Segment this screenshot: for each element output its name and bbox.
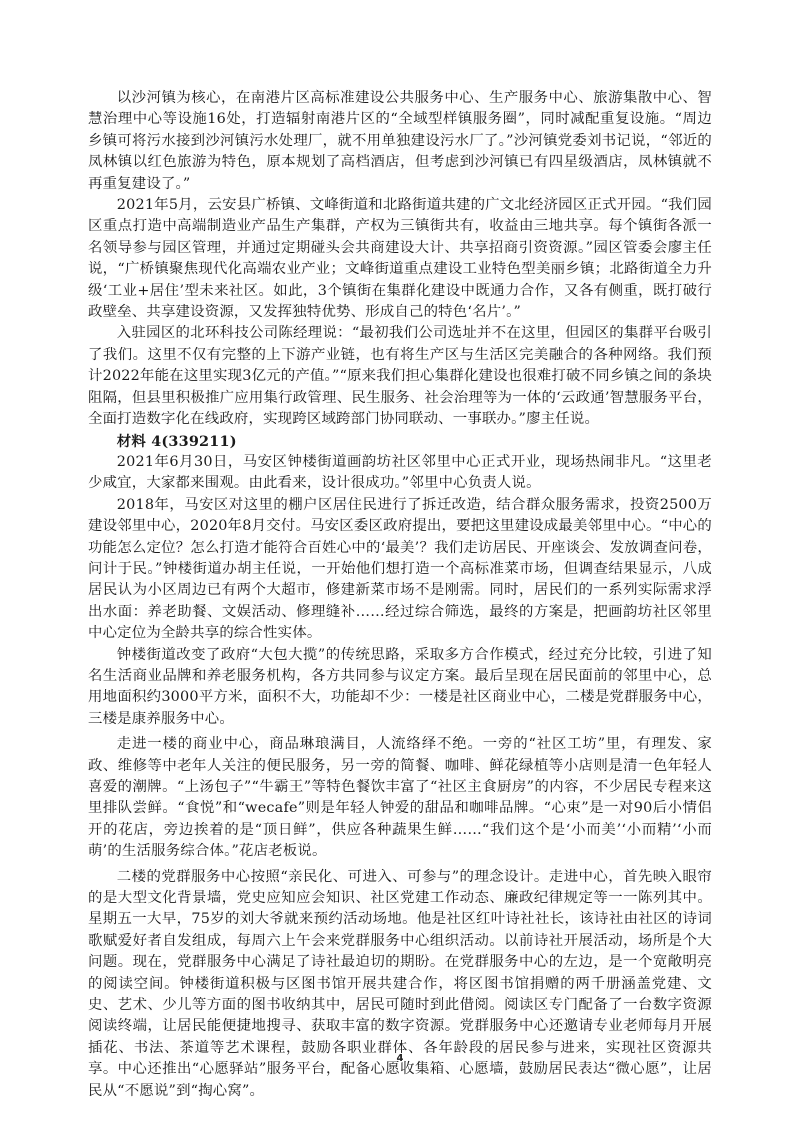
paragraph-1: 以沙河镇为核心，在南港片区高标准建设公共服务中心、生产服务中心、旅游集散中心、智慧治理中心等设施16处，打造辐射南港片区的“全域型样镇服务圈”，同时减配重复设施。“周边乡镇可将污水接到沙河镇污水处理厂，就不用单独建设污水厂了。”沙河镇党委刘书记说，“邻近的凤林镇以红色旅游为特色，原本规划了高档酒店，但考虑到沙河镇已有四星级酒店，凤林镇就不再重复建设了。”	[88, 90, 712, 192]
paragraph-7: 走进一楼的商业中心，商品琳琅满目，人流络绎不绝。一旁的“社区工坊”里，有理发、家政、维修等中老年人关注的便民服务，另一旁的简餐、咖啡、鲜花绿植等小店则是清一色年轻人喜爱的潮牌。“上汤包子”“牛霸王”等特色餐饮丰富了“社区主食厨房”的内容，不少居民专程来这里排队尝鲜。“食悦”和“wecafe”则是年轻人钟爱的甜品和咖啡品牌。“心束”是一对90后小情侣开的花店，旁边挨着的是“顶日鲜”，供应各种蔬果生鲜……“我们这个是‘小而美’‘小而精’‘小而萌’的生活服务综合体。”花店老板说。	[88, 736, 712, 860]
paragraph-5: 2018年，马安区对这里的棚户区居住民进行了拆迁改造，结合群众服务需求，投资2500万建设邻里中心，2020年8月交付。马安区委区政府提出，要把这里建设成最美邻里中心。“中心的功能怎么定位？怎么打造才能符合百姓心中的‘最美’？我们走访居民、开座谈会、发放调查问卷，问计于民。”钟楼街道办胡主任说，一开始他们想打造一个高标准菜市场，但调查结果显示，八成居民认为小区周边已有两个大超市，修建新菜市场不是刚需。同时，居民们的一系列实际需求浮出水面：养老助餐、文娱活动、修理缝补……经过综合筛选，最终的方案是，把画韵坊社区邻里中心定位为全龄共享的综合性实体。	[88, 496, 712, 642]
page-number: 4	[396, 1053, 404, 1064]
paragraph-4: 2021年6月30日，马安区钟楼街道画韵坊社区邻里中心正式开业，现场热闹非凡。“这里老少咸宜，大家都来围观。由此看来，设计很成功。”邻里中心负责人说。	[88, 453, 712, 492]
paragraph-6: 钟楼街道改变了政府“大包大揽”的传统思路，采取多方合作模式，经过充分比较，引进了知名生活商业品牌和养老服务机构，各方共同参与议定方案。最后呈现在居民面前的邻里中心，总用地面积约3000平方米，面积不大，功能却不少：一楼是社区商业中心，二楼是党群服务中心，三楼是康养服务中心。	[88, 646, 712, 727]
document-body	[88, 88, 712, 1102]
paragraph-3: 入驻园区的北环科技公司陈经理说：“最初我们公司选址并不在这里，但园区的集群平台吸引了我们。这里不仅有完整的上下游产业链，也有将生产区与生活区完美融合的各种网络。我们预计2022年能在这里实现3亿元的产值。”“原来我们担心集群化建设也很难打破不同乡镇之间的条块阻隔，但县里积极推广应用集行政管理、民生服务、社会治理等为一体的‘云政通’智慧服务平台，全面打造数字化在线政府，实现跨区域跨部门协同联动、一事联办。”廖主任说。	[88, 325, 712, 428]
paragraph-2: 2021年5月，云安县广桥镇、文峰街道和北路街道共建的广文北经济园区正式开园。“我们园区重点打造中高端制造业产品生产集群，产权为三镇街共有，收益由三地共享。每个镇街各派一名领导参与园区管理，并通过定期碰头会共商建设大计、共享招商引资资源。”园区管委会廖主任说，“广桥镇聚焦现代化高端农业产业；文峰街道重点建设工业特色型美丽乡镇；北路街道全力升级‘工业+居住’型未来社区。如此，3个镇街在集群化建设中既通力合作，又各有侧重，既打破行政壁垒、共享建设资源，又发挥独特优势、形成自己的特色‘名片’。”	[88, 197, 712, 321]
material-heading: 材料 4(339211)	[116, 432, 237, 450]
paragraph-8: 二楼的党群服务中心按照“亲民化、可进入、可参与”的理念设计。走进中心，首先映入眼帘的是大型文化背景墙，党史应知应会知识、社区党建工作动态、廉政纪律规定等一一陈列其中。星期五一大早，75岁的刘大爷就来预约活动场地。他是社区红叶诗社社长，该诗社由社区的诗词歌赋爱好者自发组成，每周六上午会来党群服务中心组织活动。以前诗社开展活动，场所是个大问题。现在，党群服务中心满足了诗社最迫切的期盼。在党群服务中心的左边，是一个宽敞明亮的阅读空间。钟楼街道积极与区图书馆开展共建合作，将区图书馆捐赠的两千册涵盖党建、文史、艺术、少儿等方面的图书收纳其中，居民可随时到此借阅。阅读区专门配备了一台数字资源阅读终端，让居民能便捷地搜寻、获取丰富的数字资源。党群服务中心还邀请专业老师每月开展插花、书法、茶道等艺术课程，鼓励各职业群体、各年龄段的居民参与进来，实现社区资源共享。中心还推出“心愿驿站”服务平台，配备心愿收集箱、心愿墙，鼓励居民表达“微心愿”，让居民从“不愿说”到“掏心窝”。	[88, 868, 712, 1099]
